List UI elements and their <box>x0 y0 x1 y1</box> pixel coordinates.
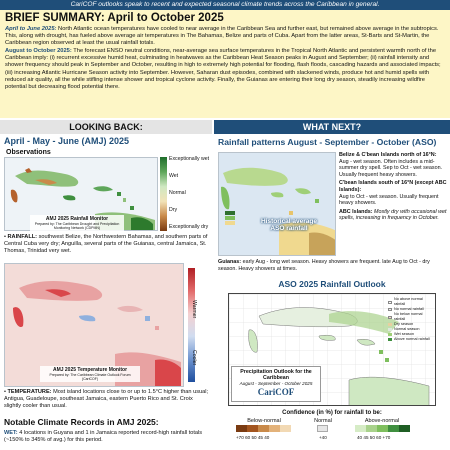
conf-normal-swatch <box>317 425 328 432</box>
key-row: Wet season <box>388 332 434 337</box>
aso-section-title: Rainfall patterns August - September - October (ASO) <box>218 137 437 147</box>
legend-cooler: Cooler <box>191 350 197 366</box>
summary-p2-lead: August to October 2025: <box>5 48 72 55</box>
conf-normal-ticks: +40 <box>319 435 327 440</box>
note-north-16-body: Aug - wet season. Often includes a mid-summer dry spell. Sep to Oct - wet season. Usually frequent heavy showers. <box>339 158 443 178</box>
conf-below-label: Below-normal <box>247 418 281 424</box>
historical-rainfall-map <box>218 152 336 256</box>
rainfall-legend-bar <box>160 157 167 231</box>
temperature-bullet-text: Most island locations close to or up to 1.5°C higher than usual; Antigua, Guadeloupe, southeast Jamaica, eastern Puerto Rico and St. Croix slightly cooler than usual. <box>4 389 209 409</box>
notable-records-title: Notable Climate Records in AMJ 2025: <box>4 417 159 427</box>
note-south-16-body: Aug to Oct - wet season. Usually frequent heavy showers. <box>339 193 439 207</box>
note-north-16-head: Belize & C'bean Islands north of 16°N: <box>339 152 437 158</box>
summary-paragraph-1 <box>5 26 445 47</box>
temperature-bullet-lead: TEMPERATURE: <box>7 389 52 395</box>
note-abc <box>339 209 449 222</box>
rainfall-bullet: • RAINFALL: southwest Belize, the Northwestern Bahamas, and southern parts of Central Cuba very dry; Anguilla, several parts of the Guianas, central Jamaica, St. Thomas, Trinidad very wet. <box>4 234 208 254</box>
legend-wet: Wet <box>169 173 179 179</box>
key-row: No above normal rainfall <box>388 297 434 307</box>
looking-back-header: LOOKING BACK: <box>0 120 212 134</box>
guianas-lead: Guianas: <box>218 259 242 265</box>
key-row: Above normal rainfall <box>388 337 434 342</box>
rainfall-monitor-credit: Prepared by: The Caribbean Drought and Precipitation Monitoring Network (CDPMN) <box>34 222 120 230</box>
legend-exceptionally-wet: Exceptionally wet <box>169 156 210 162</box>
outlook-card-title: Precipitation Outlook for the Caribbean <box>240 369 312 381</box>
guianas-note <box>218 259 448 272</box>
observations-title: Observations <box>6 149 51 156</box>
amj-section-title: April - May - June (AMJ) 2025 <box>4 136 130 146</box>
note-abc-body: Mostly dry with occasional wet spells, increasing in frequency in October. <box>339 208 447 222</box>
summary-p1-lead: April to June 2025: <box>5 26 57 32</box>
guianas-text: early Aug - long wet season. Heavy showers are frequent. late Aug to Oct - dry season. Heavy showers at times. <box>218 259 430 272</box>
outlook-card-subtitle: August - September - October 2025 <box>239 381 313 386</box>
note-north-16 <box>339 152 449 178</box>
outlook-title: ASO 2025 Rainfall Outlook <box>278 279 386 289</box>
conf-normal-label: Normal <box>314 418 332 424</box>
caricof-logo: CariCOF <box>257 387 295 397</box>
notable-wet-tag: WET: <box>4 430 18 436</box>
summary-p1-text: North Atlantic ocean temperatures have cooled to near average in the Caribbean Sea and further east, but remained above average in the subtropics. This, along with drought, has fueled above average air temperatures in The Bahamas, Belize and parts of Cuba. Apart from the latter areas, St-Barts and St-Martin, the Caribbean region observed at least the usual rainfall totals. <box>5 26 439 47</box>
notable-wet-text: 4 locations in Guyana and 1 in Jamaica reported record-high rainfall totals (~150% to 345% of avg.) for this period. <box>4 430 203 443</box>
note-abc-head: ABC Islands: <box>339 208 373 215</box>
key-row: No normal rainfall <box>388 307 434 312</box>
legend-normal: Normal <box>169 190 186 196</box>
conf-above-ticks: 40 45 50 60 +70 <box>357 435 391 440</box>
temperature-monitor-label <box>40 366 140 382</box>
legend-warmer: Warmer <box>191 300 197 319</box>
historical-map-caption: Historical average ASO rainfall <box>260 218 317 232</box>
summary-title: BRIEF SUMMARY: April to October 2025 <box>5 12 224 24</box>
confidence-title: Confidence (in %) for rainfall to be: <box>282 410 382 416</box>
rainfall-pattern-notes <box>339 152 449 224</box>
legend-exceptionally-dry: Exceptionally dry <box>169 224 209 230</box>
temperature-bullet: • TEMPERATURE: Most island locations close to or up to 1.5°C higher than usual; Antigua, Guadeloupe, southeast Jamaica, eastern Puerto Rico and St. Croix slightly cooler than usual. <box>4 389 209 409</box>
summary-paragraph-2 <box>5 48 445 91</box>
notable-records-text <box>4 430 210 444</box>
topbar-tagline: CariCOF outlooks speak to recent and expected seasonal climate trends across the Caribbean in general. <box>0 0 450 10</box>
key-row: Dry season <box>388 322 434 327</box>
temperature-monitor-title: AMJ 2025 Temperature Monitor <box>52 367 128 373</box>
conf-below-ticks: +70 60 50 45 40 <box>236 435 270 440</box>
summary-p2-text: The forecast ENSO neutral conditions, near-average sea surface temperatures in the Tropical North Atlantic and persistent warmth north of the Caribbean imply: (i) recurrent excessive humid heat, culminating in heatwaves as the Caribbean Heat Season peaks in August and September; (ii) rainfall intensity and shower frequency should peak in September and October, resulting in high to extremely high potential for flooding, flash floods, cascading hazards and associated impacts; (iii) increasing Atlantic Hurricane Season activity into September. However, Saharan dust episodes, combined with slackened winds, produce hot and humid spells with reduced air quality, all the while stifling intense shower and tropical cyclone activity. Finally, the Guianas are entering their long dry season, steadily increasing wildfire potential but decreasing flood potential there. <box>5 48 441 90</box>
brief-summary <box>0 10 450 118</box>
conf-above-swatches <box>355 425 410 432</box>
conf-above-label: Above-normal <box>364 418 400 424</box>
rainfall-monitor-label <box>30 215 124 231</box>
legend-dry: Dry <box>169 207 178 213</box>
rainfall-bullet-lead: RAINFALL: <box>7 234 38 240</box>
rainfall-monitor-title: AMJ 2025 Rainfall Monitor <box>45 216 109 222</box>
key-row: Normal season <box>388 327 434 332</box>
temperature-monitor-credit: Prepared by: The Caribbean Climate Outlook Forum (CariCOF) <box>49 373 131 381</box>
rainfall-bullet-text: southwest Belize, the Northwestern Bahamas, and southern parts of Central Cuba very dry; Anguilla, several parts of the Guianas, central Jamaica, St. Thomas, Trinidad very wet. <box>4 234 208 254</box>
conf-below-swatches <box>236 425 291 432</box>
key-row: No below normal rainfall <box>388 312 434 322</box>
outlook-key <box>388 297 434 342</box>
note-south-16-head: C'bean Islands south of 16°N (except ABC Islands): <box>339 180 447 193</box>
what-next-header: WHAT NEXT? <box>214 120 450 134</box>
outlook-caption-card <box>231 366 321 402</box>
note-south-16 <box>339 180 449 206</box>
